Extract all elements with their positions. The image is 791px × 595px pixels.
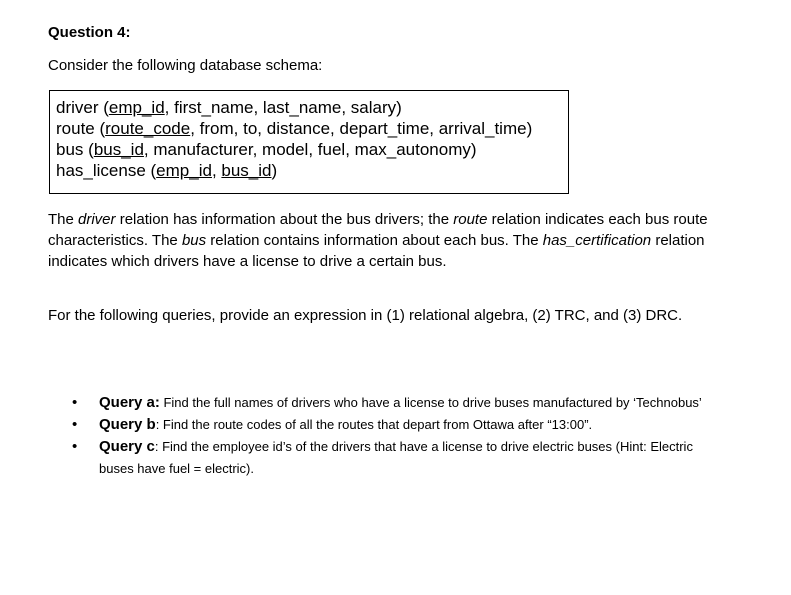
text: relation indicates which drivers have a license to drive a certain bus. [48,232,705,270]
primary-key: emp_id [156,161,212,180]
bullet-icon: • [72,416,78,433]
primary-key: bus_id [93,140,144,159]
relation-name: bus [56,140,84,159]
query-label: Query c [99,438,155,455]
query-text: Find the full names of drivers who have a license to drive buses manufactured by ‘Technobus’ [159,395,702,410]
schema-bus [56,139,568,160]
attributes: , first_name, last_name, salary) [164,98,402,117]
separator: , [211,161,222,180]
paren: ( [145,161,157,180]
paren: ( [94,119,106,138]
instructions-paragraph: For the following queries, provide an expression in (1) relational algebra, (2) TRC, and (3) DRC. [48,307,683,324]
query-item-b [72,414,722,436]
relation-ref: has_certification [542,232,652,249]
text: relation contains information about each bus. The [206,232,543,249]
description-paragraph [48,209,728,272]
relation-ref: driver [78,211,116,228]
query-label: Query b [99,416,156,433]
question-title: Question 4: [48,24,131,41]
query-text: : Find the route codes of all the routes that depart from Ottawa after “13:00”. [155,417,593,432]
relation-name: driver [56,98,99,117]
query-text: : Find the employee id’s of the drivers that have a license to drive electric buses (Hint: Electric buses have fuel = electric). [99,439,693,476]
text: The [48,211,79,228]
paren: ) [271,161,278,180]
relation-ref: route [453,211,488,228]
query-item-c [72,436,722,480]
primary-key: bus_id [221,161,272,180]
schema-driver [56,97,568,118]
query-item-a [72,392,722,414]
schema-route [56,118,568,139]
primary-key: emp_id [108,98,165,117]
attributes: , from, to, distance, depart_time, arrival_time) [190,119,533,138]
schema-has-license [56,160,568,181]
query-list [72,392,722,480]
question-intro: Consider the following database schema: [48,57,323,74]
relation-name: route [56,119,95,138]
query-label: Query a: [99,394,160,411]
text: relation has information about the bus drivers; the [115,211,454,228]
text: relation indicates each bus route characteristics. The [48,211,708,249]
primary-key: route_code [105,119,191,138]
bullet-icon: • [72,394,78,411]
attributes: , manufacturer, model, fuel, max_autonomy) [143,140,477,159]
bullet-icon: • [72,438,78,455]
relation-ref: bus [181,232,207,249]
paren: ( [98,98,109,117]
paren: ( [83,140,94,159]
relation-name: has_license [56,161,146,180]
schema-box [49,90,569,194]
